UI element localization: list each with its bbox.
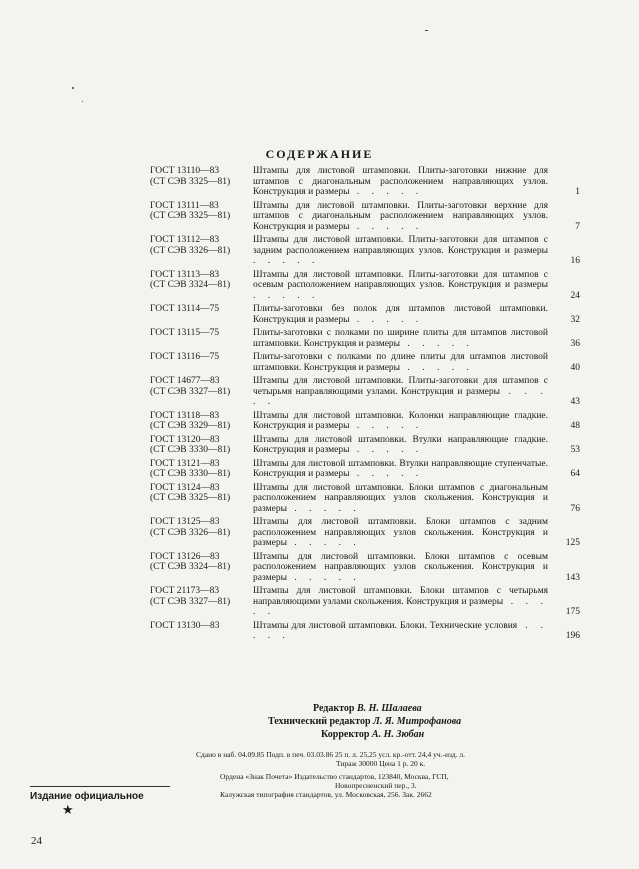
entry-title [253, 435, 548, 456]
standard-code: (СТ СЭВ 3330—81) [150, 469, 231, 479]
entry-title-text: Штампы для листовой штамповки. Плиты-заготовки верхние для штампов с диагональным расположением направляющих узлов. Конструкция и размеры [253, 200, 548, 232]
standard-codes [150, 459, 250, 480]
toc-entry [150, 586, 580, 618]
standard-code: ГОСТ 13120—83 [150, 434, 220, 445]
entry-page-number: 175 [565, 607, 580, 617]
entry-page-number: 36 [570, 338, 580, 349]
standard-code: ГОСТ 13113—83 [150, 269, 220, 280]
imprint-block [196, 750, 596, 768]
official-edition-label: Издание официальное [30, 791, 144, 802]
print-speck [82, 101, 83, 102]
leader-dots: . . . . . [253, 596, 549, 617]
entry-title-text: Штампы для листовой штамповки. Блоки штампов с диагональным расположением направляющих узлов скольжения. Конструкция и размеры [253, 482, 548, 514]
entry-page-number: 7 [575, 221, 580, 232]
star-icon: ★ [62, 802, 74, 817]
entry-page-number: 53 [570, 445, 580, 455]
entry-title [253, 459, 548, 480]
standard-code: (СТ СЭВ 3327—81) [150, 596, 231, 607]
standard-code: (СТ СЭВ 3330—81) [150, 445, 231, 455]
standard-code: (СТ СЭВ 3324—81) [150, 280, 231, 290]
standard-code: (СТ СЭВ 3325—81) [150, 493, 231, 503]
standard-codes [150, 517, 250, 538]
standard-code: ГОСТ 21173—83 [150, 586, 220, 596]
entry-title-text: Штампы для листовой штамповки. Втулки направляющие ступенчатые. Конструкция и размеры [253, 458, 548, 479]
leader-dots: . . . . . [349, 421, 424, 431]
standard-code: ГОСТ 13121—83 [150, 458, 220, 469]
entry-title-text: Штампы для листовой штамповки. Плиты-заготовки нижние для штампов с диагональным расположением направляющих узлов. Конструкция и размеры [253, 166, 548, 197]
standard-codes [150, 201, 250, 222]
entry-title [253, 376, 548, 408]
standard-codes [150, 483, 250, 504]
standard-code: (СТ СЭВ 3326—81) [150, 527, 231, 538]
toc-entry [150, 270, 580, 302]
toc-entry [150, 235, 580, 267]
entry-title-text: Штампы для листовой штамповки. Блоки штампов с четырьмя направляющими узлами скольжения. Конструкция и размеры [253, 586, 548, 607]
leader-dots: . . . . . [253, 290, 320, 301]
entry-title-text: Плиты-заготовки без полок для штампов листовой штамповки. Конструкция и размеры [253, 304, 548, 325]
standard-codes [150, 166, 250, 187]
entry-title [253, 235, 548, 267]
leader-dots: . . . . . [349, 314, 424, 325]
standard-code: ГОСТ 13112—83 [150, 235, 220, 245]
leader-dots: . . . . . [253, 620, 548, 641]
leader-dots: . . . . . [286, 503, 361, 514]
standard-codes [150, 304, 250, 315]
toc-entry [150, 304, 580, 325]
entry-title [253, 201, 548, 233]
standard-codes [150, 352, 250, 363]
standard-code: ГОСТ 13124—83 [150, 482, 220, 493]
entry-page-number: 196 [565, 631, 580, 641]
entry-title [253, 621, 548, 642]
entry-title [253, 517, 548, 549]
toc-entry [150, 459, 580, 480]
standard-code: ГОСТ 13115—75 [150, 328, 220, 338]
standard-code: (СТ СЭВ 3327—81) [150, 386, 231, 397]
imprint-line: Сдано в наб. 04.09.85 Подп. в печ. 03.03.86 25 п. л. 25,25 усл. кр.-отт. 24,4 уч.-изд. л. [196, 750, 466, 759]
standard-codes [150, 411, 250, 432]
entry-title [253, 328, 548, 349]
entry-title [253, 483, 548, 515]
entry-page-number: 76 [570, 503, 580, 514]
standard-codes [150, 435, 250, 456]
table-of-contents [150, 166, 580, 645]
entry-title [253, 270, 548, 302]
toc-entry [150, 201, 580, 233]
standard-code: ГОСТ 13110—83 [150, 166, 220, 176]
entry-title-text: Штампы для листовой штамповки. Плиты-заготовки для штампов с задним расположением направляющих узлов. Конструкция и размеры [253, 235, 548, 256]
standard-code: ГОСТ 14677—83 [150, 376, 220, 386]
leader-dots: . . . . . [400, 362, 474, 373]
entry-title [253, 411, 548, 432]
leader-dots: . . . . . [286, 538, 361, 548]
contents-title: СОДЕРЖАНИЕ [265, 147, 374, 161]
standard-code: (СТ СЭВ 3325—81) [150, 176, 231, 187]
standard-codes [150, 586, 250, 607]
toc-entry [150, 166, 580, 198]
entry-page-number: 32 [570, 314, 580, 325]
entry-title-text: Штампы для листовой штамповки. Блоки штампов с задним расположением направляющих узлов скольжения. Конструкция и размеры [253, 517, 548, 548]
standard-code: (СТ СЭВ 3326—81) [150, 245, 231, 256]
standard-code: ГОСТ 13114—75 [150, 304, 220, 314]
leader-dots: . . . . . [253, 386, 549, 407]
entry-page-number: 143 [565, 572, 580, 583]
standard-code: ГОСТ 13126—83 [150, 551, 220, 562]
print-speck [425, 30, 428, 31]
entry-title-text: Штампы для листовой штамповки. Колонки направляющие гладкие. Конструкция и размеры [253, 410, 548, 431]
print-speck [72, 87, 74, 89]
entry-title [253, 552, 548, 584]
toc-entry [150, 352, 580, 373]
toc-entry [150, 435, 580, 456]
toc-entry [150, 552, 580, 584]
leader-dots: . . . . . [349, 445, 424, 455]
toc-entry [150, 411, 580, 432]
corrector-line: Корректор А. Н. Зюбан [321, 729, 425, 740]
standard-code: ГОСТ 13130—83 [150, 620, 220, 631]
tech-editor-line: Технический редактор Л. Я. Митрофанова [268, 716, 462, 727]
entry-page-number: 24 [570, 290, 580, 301]
standard-codes [150, 270, 250, 291]
entry-title-text: Плиты-заготовки с полками по ширине плиты для штампов листовой штамповки. Конструкция и размеры [253, 328, 548, 349]
entry-page-number: 43 [570, 397, 580, 407]
standard-codes [150, 621, 250, 632]
editor-line: Редактор В. Н. Шалаева [313, 703, 422, 714]
entry-page-number: 125 [565, 538, 580, 548]
leader-dots: . . . . . [349, 187, 424, 197]
entry-page-number: 16 [570, 256, 580, 266]
toc-entry [150, 517, 580, 549]
entry-title-text: Штампы для листовой штамповки. Плиты-заготовки для штампов с четырьмя направляющими узлами. Конструкция и размеры [253, 376, 548, 397]
entry-title [253, 166, 548, 198]
standard-codes [150, 552, 250, 573]
toc-entry [150, 483, 580, 515]
entry-page-number: 1 [575, 187, 580, 197]
standard-code: ГОСТ 13116—75 [150, 352, 220, 362]
standard-codes [150, 235, 250, 256]
entry-page-number: 40 [570, 362, 580, 373]
entry-title-text: Штампы для листовой штамповки. Блоки. Технические условия [253, 620, 518, 631]
standard-codes [150, 328, 250, 339]
entry-title [253, 304, 548, 325]
entry-title-text: Штампы для листовой штамповки. Втулки направляющие гладкие. Конструкция и размеры [253, 434, 548, 455]
entry-title [253, 586, 548, 618]
entry-title-text: Штампы для листовой штамповки. Блоки штампов с осевым расположением направляющих узлов скольжения. Конструкция и размеры [253, 551, 548, 583]
leader-dots: . . . . . [286, 572, 361, 583]
standard-codes [150, 376, 250, 397]
standard-code: (СТ СЭВ 3329—81) [150, 421, 231, 431]
credits-block [230, 702, 490, 741]
publisher-line: Новопресненский пер., 3. [335, 781, 417, 790]
entry-title-text: Штампы для листовой штамповки. Плиты-заготовки для штампов с осевым расположением направляющих узлов. Конструкция и размеры [253, 269, 548, 290]
entry-title [253, 352, 548, 373]
toc-entry [150, 328, 580, 349]
page-number: 24 [31, 835, 42, 847]
entry-title-text: Плиты-заготовки с полками по длине плиты для штампов листовой штамповки. Конструкция и размеры [253, 352, 548, 373]
leader-dots: . . . . . [349, 221, 424, 232]
leader-dots: . . . . . [400, 338, 474, 349]
leader-dots: . . . . . [253, 256, 320, 266]
entry-page-number: 64 [570, 469, 580, 479]
publisher-line: Калужская типография стандартов, ул. Московская, 256. Зак. 2662 [220, 790, 432, 799]
leader-dots: . . . . . [349, 469, 424, 479]
standard-code: ГОСТ 13118—83 [150, 410, 220, 421]
standard-code: (СТ СЭВ 3324—81) [150, 562, 231, 572]
standard-code: (СТ СЭВ 3325—81) [150, 211, 231, 221]
toc-entry [150, 621, 580, 642]
imprint-line: Тираж 30000 Цена 1 р. 20 к. [336, 759, 426, 768]
divider-line [30, 786, 170, 787]
publisher-block [220, 772, 590, 799]
publisher-line: Ордена «Знак Почета» Издательство стандартов, 123840, Москва, ГСП, [220, 772, 449, 781]
standard-code: ГОСТ 13125—83 [150, 517, 220, 527]
entry-page-number: 48 [570, 421, 580, 431]
standard-code: ГОСТ 13111—83 [150, 200, 219, 211]
toc-entry [150, 376, 580, 408]
